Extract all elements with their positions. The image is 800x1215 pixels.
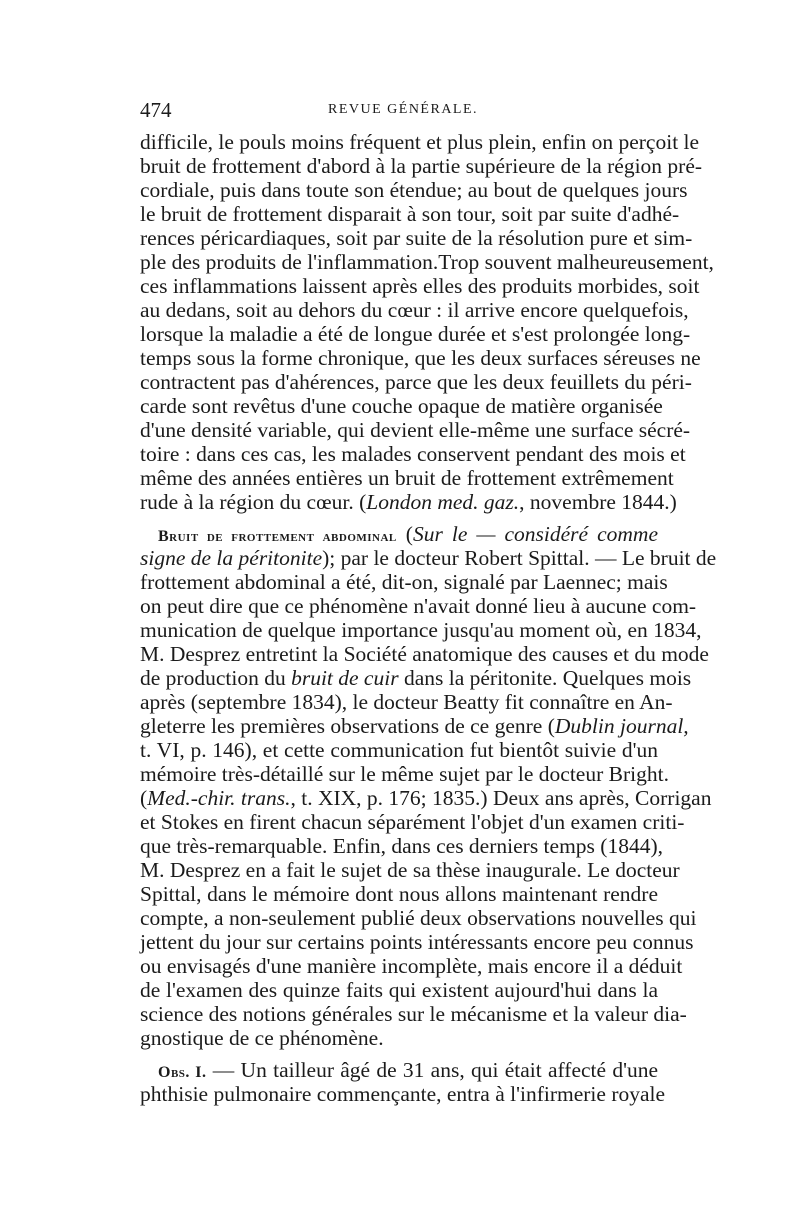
section-subtitle: signe de la péritonite (140, 546, 323, 570)
text-line: après (septembre 1834), le docteur Beatty fit connaître en An- (140, 690, 673, 714)
text-line: bruit de frottement d'abord à la partie supérieure de la région pré- (140, 154, 703, 178)
text-line: cordiale, puis dans toute son étendue; au bout de quelques jours (140, 178, 688, 202)
text-span: gleterre les premières observations de ce genre ( (140, 714, 555, 738)
text-line: contractent pas d'ahérences, parce que les deux feuillets du péri- (140, 370, 692, 394)
text-span: ); par le docteur Robert Spittal. — Le bruit de (322, 546, 717, 570)
text-line: le bruit de frottement disparait à son tour, soit par suite d'adhé- (140, 202, 680, 226)
text-line (140, 546, 717, 570)
text-line: temps sous la forme chronique, que les deux surfaces séreuses ne (140, 346, 701, 370)
citation-source: Dublin journal, (554, 714, 689, 738)
text-line: difficile, le pouls moins fréquent et plus plein, enfin on perçoit le (140, 130, 700, 154)
text-line (140, 786, 712, 810)
text-span: ( (396, 522, 413, 546)
text-line: et Stokes en firent chacun séparément l'objet d'un examen criti- (140, 810, 685, 834)
text-line: carde sont revêtus d'une couche opaque de matière organisée (140, 394, 663, 418)
text-line: M. Desprez en a fait le sujet de sa thèse inaugurale. Le docteur (140, 858, 680, 882)
text-span: dans la péritonite. Quelques mois (398, 666, 692, 690)
text-line (140, 714, 689, 738)
text-line: phthisie pulmonaire commençante, entra à l'infirmerie royale (140, 1082, 666, 1106)
text-line: compte, a non-seulement publié deux observations nouvelles qui (140, 906, 697, 930)
text-line: t. VI, p. 146), et cette communication fut bientôt suivie d'un (140, 738, 658, 762)
text-line: science des notions générales sur le mécanisme et la valeur dia- (140, 1002, 687, 1026)
italic-term: bruit de cuir (291, 666, 399, 690)
text-line: au dedans, soit au dehors du cœur : il arrive encore quelquefois, (140, 298, 689, 322)
text-line: munication de quelque importance jusqu'au moment où, en 1834, (140, 618, 702, 642)
text-line: M. Desprez entretint la Société anatomique des causes et du mode (140, 642, 709, 666)
observation-label: Obs. I. (158, 1064, 207, 1081)
text-line: que très-remarquable. Enfin, dans ces derniers temps (1844), (140, 834, 663, 858)
text-line: ces inflammations laissent après elles des produits morbides, soit (140, 274, 700, 298)
text-line: de l'examen des quinze faits qui existent aujourd'hui dans la (140, 978, 658, 1002)
text-span: rude à la région du cœur. ( (140, 490, 367, 514)
section-subtitle: Sur le — considéré comme (412, 522, 658, 546)
text-line: jettent du jour sur certains points intéressants encore peu connus (140, 930, 694, 954)
section-heading: Bruit de frottement abdominal (158, 528, 397, 545)
text-span: , novembre 1844.) (519, 490, 677, 514)
text-line (140, 490, 677, 514)
text-line: d'une densité variable, qui devient elle-même une surface sécré- (140, 418, 691, 442)
text-span: de production du (140, 666, 292, 690)
page-number: 474 (140, 98, 172, 122)
text-line: frottement abdominal a été, dit-on, signalé par Laennec; mais (140, 570, 668, 594)
text-span: , t. XIX, p. 176; 1835.) Deux ans après, Corrigan (290, 786, 712, 810)
text-line: même des années entières un bruit de frottement extrêmement (140, 466, 674, 490)
text-line: ou envisagés d'une manière incomplète, mais encore il a déduit (140, 954, 683, 978)
text-line: on peut dire que ce phénomène n'avait donné lieu à aucune com- (140, 594, 697, 618)
text-line: toire : dans ces cas, les malades conservent pendant des mois et (140, 442, 686, 466)
text-line: lorsque la maladie a été de longue durée et s'est prolongée long- (140, 322, 691, 346)
running-title: REVUE GÉNÉRALE. (328, 102, 479, 117)
text-line: Spittal, dans le mémoire dont nous allons maintenant rendre (140, 882, 658, 906)
section-heading-line (140, 522, 658, 549)
text-span: ( (140, 786, 148, 810)
text-line: rences péricardiaques, soit par suite de la résolution pure et sim- (140, 226, 693, 250)
text-line: ple des produits de l'inflammation.Trop souvent malheureusement, (140, 250, 714, 274)
text-line (140, 666, 692, 690)
text-line (140, 1058, 658, 1085)
text-line: mémoire très-détaillé sur le même sujet par le docteur Bright. (140, 762, 669, 786)
citation-source: Med.-chir. trans. (147, 786, 291, 810)
text-span: — Un tailleur âgé de 31 ans, qui était affecté d'une (206, 1058, 658, 1082)
citation-source: London med. gaz. (366, 490, 520, 514)
text-line: gnostique de ce phénomène. (140, 1026, 384, 1050)
